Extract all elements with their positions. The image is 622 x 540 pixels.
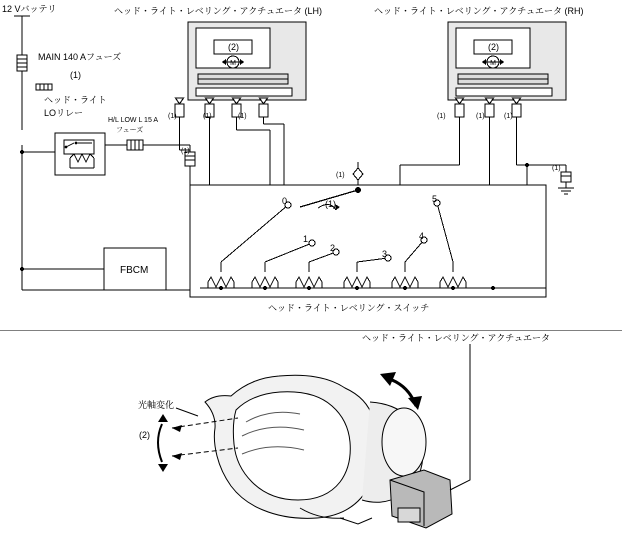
switch-contact-1	[309, 240, 315, 246]
junction-dot-fbcm	[20, 267, 24, 271]
lo-relay-label-line1: ヘッド・ライト	[44, 95, 107, 105]
ground-connector	[561, 172, 571, 182]
qty-rh-3: (1)	[504, 113, 513, 120]
qty-lh-1: (1)	[168, 113, 177, 120]
qty-lh-2: (1)	[203, 113, 212, 120]
optical-axis-callout: (2)	[139, 430, 150, 440]
switch-pos-3: 3	[382, 249, 388, 259]
battery-label: 12 Vバッテリ	[2, 4, 57, 14]
rotation-arrow-head-2	[408, 396, 422, 410]
qty-rh-2: (1)	[476, 113, 485, 120]
qty-lh-3: (1)	[238, 113, 247, 120]
actuator-lh-callout: (2)	[228, 42, 239, 52]
actuator-lh-pins	[175, 98, 268, 185]
axis-change-arrow-head-top	[158, 414, 168, 422]
relay-contact	[64, 140, 94, 154]
rotation-arrow-head-1	[380, 372, 396, 386]
headlamp-illustration-svg	[0, 330, 622, 540]
switch-pos-1: 1	[303, 234, 309, 244]
actuator-lh-base-bar	[196, 88, 292, 96]
lo-relay-label-line2: LOリレー	[44, 108, 84, 118]
qty-ground: (1)	[552, 165, 561, 172]
actuator-bottom-label: ヘッド・ライト・レベリング・アクチュエータ	[362, 333, 551, 343]
lamp-mount-tab	[340, 518, 372, 524]
qty-switch-top: (1)	[336, 172, 345, 179]
hl-low-fuse-label-line1: H/L LOW L 15 A	[108, 117, 159, 124]
switch-pos-5: 5	[432, 194, 438, 204]
actuator-leader-line	[450, 344, 470, 490]
housing-ellipse	[382, 408, 426, 476]
svg-text:M: M	[490, 60, 496, 67]
actuator-rh-label: ヘッド・ライト・レベリング・アクチュエータ (RH)	[374, 6, 584, 16]
qty-rh-1: (1)	[437, 113, 446, 120]
fbcm-label: FBCM	[120, 265, 149, 276]
optical-axis-label: 光軸変化	[138, 400, 175, 410]
optical-axis-leader	[176, 408, 198, 416]
switch-pivot	[355, 187, 361, 193]
axis-change-arrow	[158, 424, 162, 462]
switch-top-connector	[353, 162, 363, 185]
actuator-rh-base-bar	[456, 88, 552, 96]
main-fuse-qty: (1)	[70, 70, 81, 80]
leveling-switch-label: ヘッド・ライト・レベリング・スイッチ	[268, 303, 430, 313]
actuator-connector	[398, 508, 420, 522]
actuator-lh-label: ヘッド・ライト・レベリング・アクチュエータ (LH)	[114, 6, 323, 16]
beam-arrow-upper	[172, 425, 182, 432]
qty-left-mid: (1)	[181, 148, 190, 155]
junction-dot-relay-left	[20, 150, 24, 154]
axis-change-arrow-head-bottom	[158, 464, 168, 472]
switch-callout-1: (1)	[325, 199, 336, 209]
switch-pos-2: 2	[330, 243, 336, 253]
actuator-rh-callout: (2)	[488, 42, 499, 52]
switch-pos-4: 4	[419, 231, 425, 241]
hl-low-fuse-label-line2: フューズ	[116, 127, 144, 134]
leveling-switch-box	[190, 185, 546, 297]
actuator-rh-pins	[455, 98, 521, 185]
svg-text:M: M	[230, 60, 236, 67]
main-fuse-label: MAIN 140 Aフューズ	[38, 52, 122, 62]
switch-pos-0: 0	[282, 196, 288, 206]
beam-arrow-lower	[172, 453, 182, 460]
